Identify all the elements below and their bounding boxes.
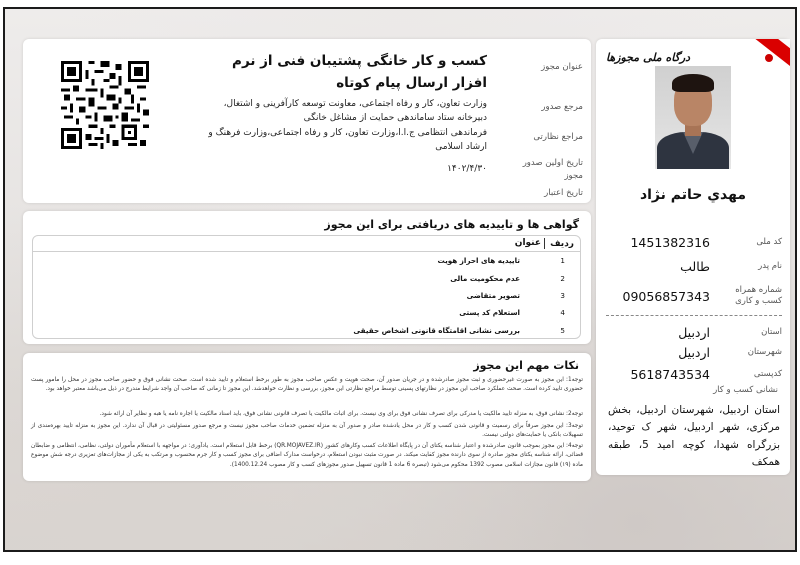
note-1: توجه1: این مجوز به صورت غیرحضوری و ثبت مجوز صادرشده و در جریان صدور آن، صحت هویت و عکس صاحب مجوز به طور برخط استعلام و تایید شده است. صحت نشانی فوق و حضور صاحب مجوز در محل را مامور پست حضوری تایید کرده است. صحت عملکرد صاحب این مجوز در نظارتهای پسینی توسط مراجع نظارتی این مجوز، بررسی و نظارت خواهدشد. این مجوز تا زمانی که صاحب آن واجد شرایط مندرج در ذیل می‌باشد معتبر خواهد بود.	[31, 377, 583, 393]
table-row: 2 عدم محکومیت مالی	[450, 273, 565, 283]
table-row: 4 استعلام کد پستی	[459, 308, 565, 318]
note-3: توجه3: این مجوز صرفاً برای رسمیت و قانونی شدن کسب و کار در محل یادشده صادر و صدور آن به منزله تضمین خدمات صاحب مجوز نیست و مرجع صدور مسئولیتی در قبال آن ندارد. این مجوز به منزله تایید بهره‌مندی از تسهیلات بانکی یا حمایت‌های دولتی نیست.	[31, 423, 583, 439]
col-index-header: ردیف	[550, 238, 574, 249]
col-title-header: عنوان	[33, 238, 545, 249]
supervisor-label: مراجع نظارتی	[533, 132, 583, 142]
first-issue-date: ۱۴۰۲/۴/۳۰	[447, 164, 487, 174]
validity-date-label: تاریخ اعتبار	[544, 188, 583, 198]
notes-card	[23, 353, 591, 481]
portal-logo: درگاه ملی مجوزها	[606, 51, 691, 64]
field-mobile: شماره همراه کسب و کاری 09056857343	[622, 285, 782, 307]
certificates-table	[32, 235, 581, 339]
address-label: نشانی کسب و کار	[713, 385, 778, 395]
license-issuer: وزارت تعاون، کار و رفاه اجتماعی، معاونت توسعه کارآفرینی و اشتغال، دبیرخانه ستاد ساماندهی حمایت از مشاغل خانگی	[223, 99, 487, 124]
profile-card	[596, 39, 790, 475]
field-postal-code: کدپستی 5618743534	[630, 367, 782, 382]
table-row: 3 تصویر متقاضی	[466, 290, 565, 300]
first-issue-date-label: تاریخ اولین صدور مجوز	[522, 158, 583, 181]
license-title-label: عنوان مجوز	[541, 62, 583, 72]
field-county: شهرستان اردبیل	[678, 345, 782, 360]
license-supervisor: فرماندهی انتظامی ج.ا.ا،وزارت تعاون، کار و رفاه اجتماعی،وزارت فرهنگ و ارشاد اسلامی	[208, 128, 487, 153]
table-header	[33, 236, 580, 252]
field-province: استان اردبیل	[678, 325, 782, 340]
issuer-label: مرجع صدور	[541, 102, 583, 112]
applicant-name: مهدي حاتم نژاد	[639, 187, 747, 203]
table-row: 5 بررسی نشانی اقامتگاه قانونی اشخاص حقیقی	[353, 325, 565, 335]
note-4: توجه4: این مجوز بموجب قانون صادرشده و اعتبار شناسه یکتای آن در پایگاه اطلاعات کسب وکارهای کشور (QR.MOJAVEZ.IR) برخط قابل استعلام است. یادآوری: در مواجهه با استعلام مأموران دولتی، نظامی، انتظامی و ضابطان قضائی، ارائه شناسه یکتای مجوز صادره از سوی دارنده مجوز کفایت میکند. در صورت مثبت نبودن استعلام، درخواست مدارک اضافی برای مجوز کسب و کار جرم محسوب و مرتکب به یکی از مجازات‌های تعزیری درجه شش موضوع ماده (۱۹) قانون مجازات اسلامی مصوب 1392 محکوم می‌شود (تبصره 6 ماده 1 قانون تسهیل صدور مجوزهای کسب و کار مصوب 1400.12.24).	[31, 443, 583, 468]
field-father-name: نام پدر طالب	[680, 259, 782, 274]
divider	[606, 315, 782, 316]
certificates-card	[23, 211, 591, 344]
license-document	[3, 7, 797, 552]
applicant-photo	[655, 66, 731, 169]
note-2: توجه2: نشانی فوق، به منزله تایید مالکیت یا مدرکی برای تصرف نشانی فوق برای وی نیست. برای اثبات مالکیت یا تصرف قانونی نشانی فوق، باید اسناد مالکیت یا اجاره نامه یا هبه و نظایر آن ارائه شود.	[99, 411, 583, 417]
notes-title: نکات مهم این مجوز	[473, 359, 579, 372]
business-address: استان اردبیل، شهرستان اردبیل، بخش مرکزی، شهر اردبیل، شهر ک توحید، بزرگراه شهدا، کوچه امید 5، طبقه همکف	[608, 404, 780, 468]
license-title: کسب و کار خانگی پشتیبان فنی از نرم افزار ارسال پیام کوتاه	[232, 53, 487, 92]
license-card	[23, 39, 591, 203]
qr-code-icon	[61, 47, 149, 163]
field-national-id: کد ملی 1451382316	[630, 235, 782, 250]
certificates-title: گواهی ها و تاییدیه های دریافتی برای این مجوز	[324, 218, 579, 231]
table-row: 1 تاییدیه های احراز هویت	[437, 256, 565, 266]
